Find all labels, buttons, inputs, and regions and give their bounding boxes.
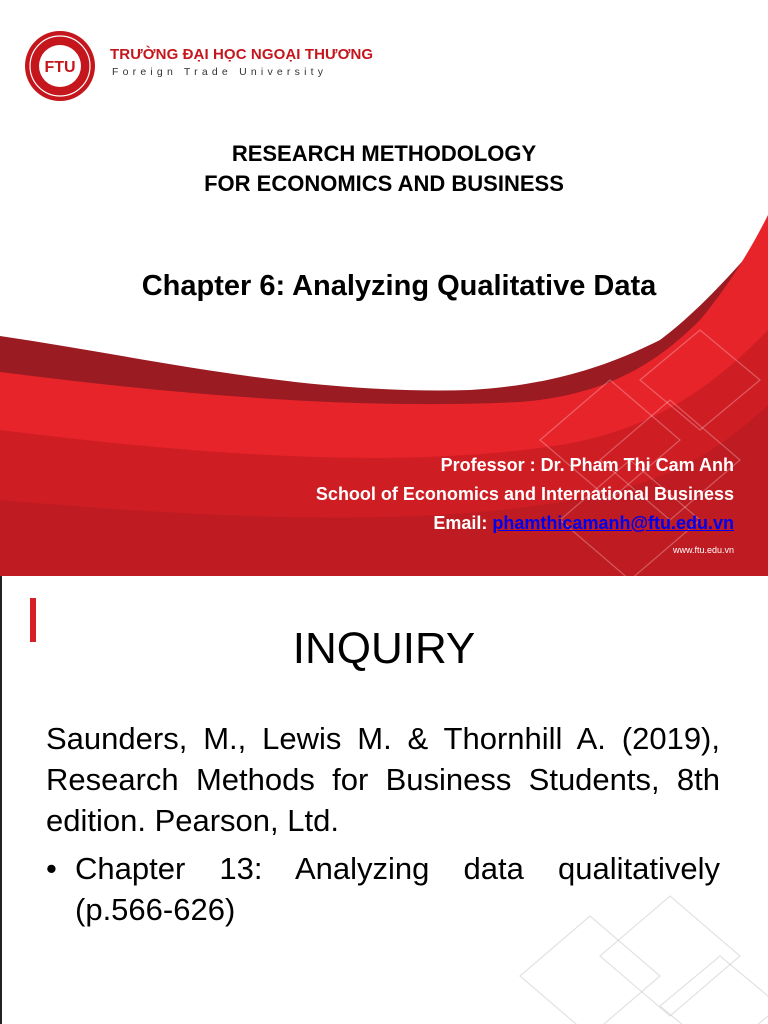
reference-citation: Saunders, M., Lewis M. & Thornhill A. (2019), Research Methods for Business Students, 8th edition. Pearson, Ltd.	[46, 721, 720, 838]
ftu-logo-seal	[24, 30, 96, 102]
logo-initials: FTU	[44, 59, 76, 76]
course-title-line-2: FOR ECONOMICS AND BUSINESS	[204, 171, 564, 196]
bullet-item	[46, 848, 720, 930]
school-line: School of Economics and International Business	[315, 484, 734, 504]
professor-line: Professor : Dr. Pham Thi Cam Anh	[440, 455, 734, 475]
inquiry-title: INQUIRY	[292, 624, 476, 673]
presenter-info	[316, 451, 734, 538]
university-name-vi: TRƯỜNG ĐẠI HỌC NGOẠI THƯƠNG	[110, 46, 374, 63]
chapter-title: Chapter 6: Analyzing Qualitative Data	[141, 270, 657, 302]
email-label: Email:	[433, 513, 488, 533]
bullet-marker: •	[46, 851, 57, 886]
inquiry-slide	[0, 576, 768, 1024]
email-link[interactable]: phamthicamanh@ftu.edu.vn	[492, 513, 734, 533]
university-name-en: Foreign Trade University	[112, 66, 328, 78]
course-title-line-1: RESEARCH METHODOLOGY	[231, 141, 537, 166]
bullet-text: Chapter 13: Analyzing data qualitatively (p.566-626)	[75, 851, 720, 927]
course-title	[0, 139, 768, 199]
website-url: www.ftu.edu.vn	[672, 545, 734, 555]
email-line	[316, 509, 734, 538]
